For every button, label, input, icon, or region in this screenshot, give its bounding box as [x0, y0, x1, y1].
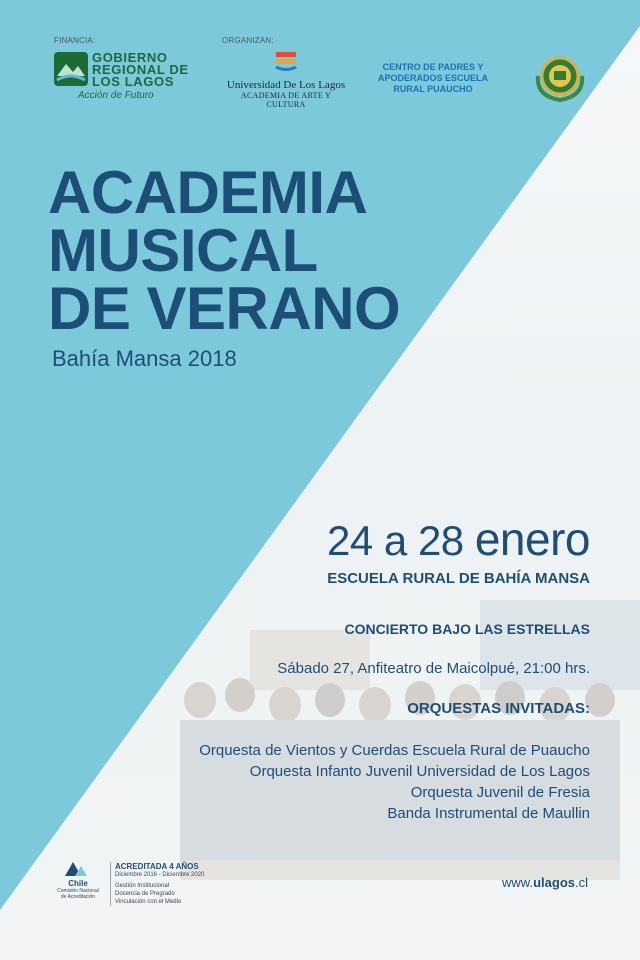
website-suffix: .cl — [575, 875, 588, 890]
acred-period: Diciembre 2016 - Diciembre 2020 — [115, 872, 205, 878]
school-crest-icon — [534, 52, 586, 102]
event-dates-month: enero — [474, 513, 590, 565]
concert-title: CONCIERTO BAJO LAS ESTRELLAS — [344, 621, 590, 637]
title-line2: MUSICAL — [48, 217, 318, 284]
website-bold: ulagos — [533, 875, 575, 890]
main-title — [48, 159, 468, 342]
cna-org-line2: de Acreditación — [60, 894, 96, 900]
gobierno-line2: REGIONAL DE — [92, 62, 189, 77]
title-line3: DE VERANO — [48, 275, 401, 342]
website-link[interactable] — [502, 875, 588, 890]
organizan-label: ORGANIZAN: — [222, 36, 274, 45]
ulagos-logo — [226, 50, 346, 109]
website-prefix: www. — [502, 875, 534, 890]
cna-org-line1: Comisión Nacional — [57, 888, 99, 894]
cna-chile-icon — [63, 860, 93, 878]
acreditacion-info — [110, 862, 204, 906]
event-dates-days: 24 a 28 — [327, 517, 464, 564]
gobierno-line3: LOS LAGOS — [92, 74, 174, 89]
ulagos-sub: ACADEMIA DE ARTE Y CULTURA — [240, 91, 332, 109]
centro-padres-text — [372, 62, 494, 95]
acreditacion-logo — [50, 860, 106, 900]
cna-chile-text: Chile — [68, 879, 88, 888]
concert-detail: Sábado 27, Anfiteatro de Maicolpué, 21:00 hrs. — [277, 660, 590, 677]
acred-area: Gestión Institucional — [115, 883, 170, 889]
acred-area: Vinculación con el Medio — [115, 899, 182, 905]
event-dates — [327, 512, 590, 566]
gobierno-emblem-icon — [54, 52, 88, 86]
orchestra-item: Orquesta Juvenil de Fresia — [410, 784, 590, 801]
financia-label: FINANCIA: — [54, 36, 96, 45]
centro-line1: CENTRO DE PADRES Y — [382, 62, 484, 72]
acred-title: ACREDITADA 4 AÑOS — [115, 862, 199, 871]
gobierno-tagline: Acción de Futuro — [78, 90, 154, 101]
orchestra-list — [199, 740, 590, 824]
title-line1: ACADEMIA — [48, 159, 368, 226]
centro-line2: APODERADOS ESCUELA — [377, 73, 488, 83]
orquestas-title: ORQUESTAS INVITADAS: — [407, 700, 590, 717]
ulagos-name: Universidad De Los Lagos — [226, 79, 346, 91]
centro-line3: RURAL PUAUCHO — [393, 84, 473, 94]
subtitle: Bahía Mansa 2018 — [52, 346, 237, 371]
school-name: ESCUELA RURAL DE BAHÍA MANSA — [327, 570, 590, 587]
orchestra-item: Orquesta Infanto Juvenil Universidad de Los Lagos — [249, 763, 590, 780]
gobierno-line1: GOBIERNO — [92, 50, 168, 65]
orchestra-item: Banda Instrumental de Maullin — [387, 805, 590, 822]
ulagos-emblem-icon — [275, 50, 297, 74]
acred-area: Docencia de Pregrado — [115, 891, 175, 897]
orchestra-item: Orquesta de Vientos y Cuerdas Escuela Rural de Puaucho — [199, 742, 590, 759]
